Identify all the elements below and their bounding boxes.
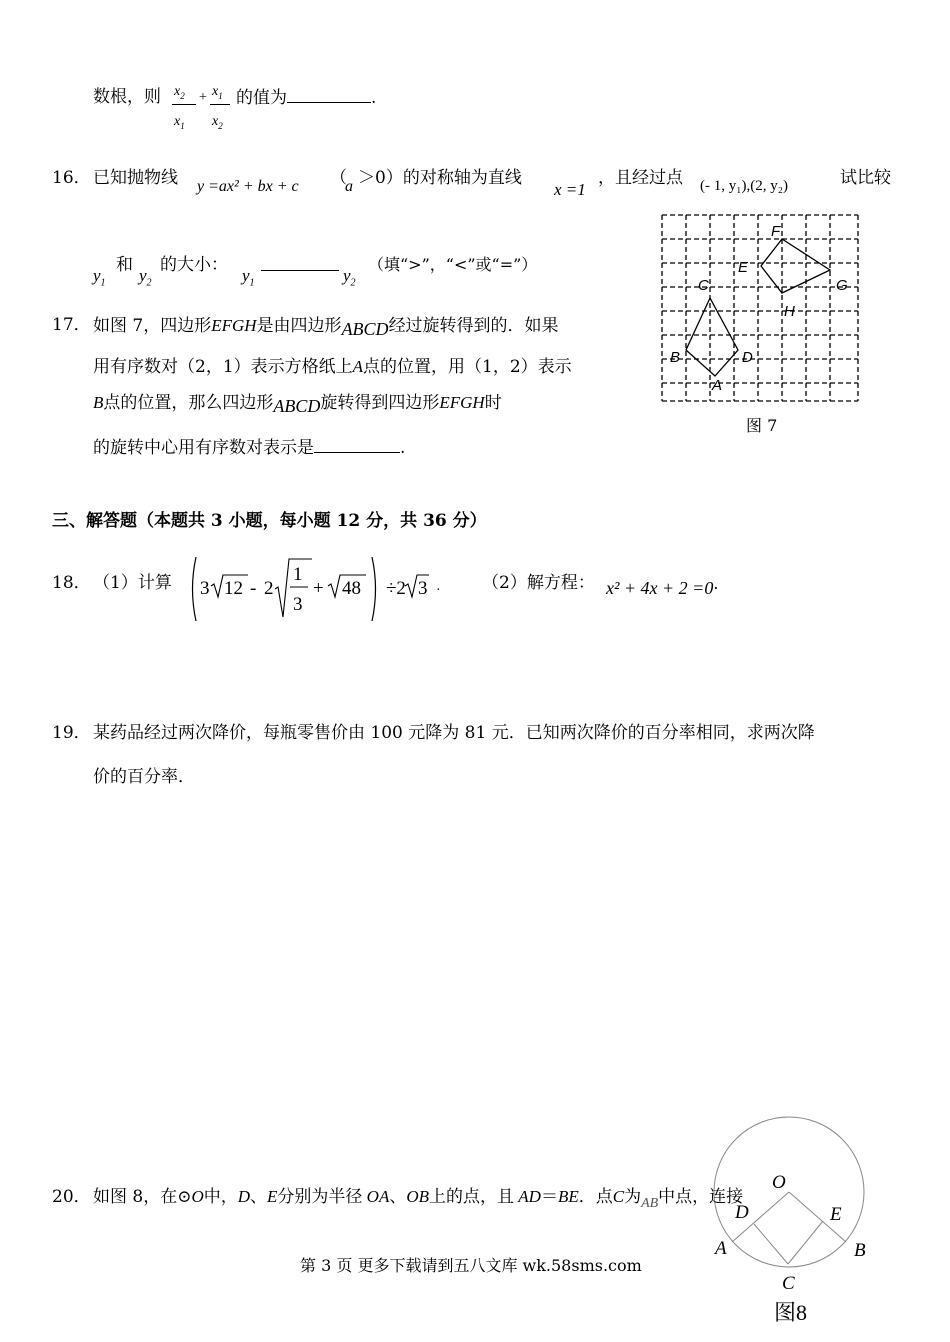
plus: + bbox=[199, 90, 207, 105]
q16-hint: （填“>”，“<”或“=”） bbox=[368, 255, 538, 274]
label-A: A bbox=[712, 377, 723, 394]
grid-lines bbox=[662, 215, 858, 401]
svg-text:3: 3 bbox=[293, 594, 303, 615]
q17-line2: 用有序数对（2，1）表示方格纸上A点的位置，用（1，2）表示 bbox=[93, 357, 572, 377]
label-E: E bbox=[830, 1204, 842, 1225]
figure-8-caption: 图8 bbox=[774, 1300, 808, 1325]
answer-blank-15[interactable] bbox=[287, 86, 371, 103]
label-A: A bbox=[715, 1238, 727, 1259]
label-B: B bbox=[854, 1240, 866, 1261]
q16-paren: （ bbox=[330, 168, 347, 188]
q18-part1: （1）计算 bbox=[93, 573, 172, 593]
q19-number: 19． bbox=[52, 723, 91, 743]
label-E: E bbox=[738, 259, 749, 276]
svg-text:1: 1 bbox=[293, 564, 303, 585]
q16-text3: 试比较 bbox=[840, 168, 891, 188]
frac1-bar bbox=[172, 104, 196, 105]
q15-tail: 的值为 . bbox=[236, 88, 377, 108]
q16-cond: ＞0）的对称轴为直线 bbox=[358, 168, 522, 188]
q16-and: 和 bbox=[116, 255, 133, 275]
svg-text:+: + bbox=[313, 578, 324, 599]
label-O: O bbox=[772, 1172, 786, 1193]
q19-line2: 价的百分率． bbox=[93, 767, 195, 787]
frac1-num: $x_2$ bbox=[174, 84, 185, 101]
page-footer: 第 3 页 更多下载请到五八文库 wk.58sms.com bbox=[300, 1256, 642, 1275]
q16-axis: x =1 bbox=[554, 180, 586, 199]
svg-text:·: · bbox=[436, 583, 441, 598]
frac1-den: $x_1$ bbox=[174, 114, 185, 131]
label-D: D bbox=[735, 1202, 749, 1223]
frac2-bar bbox=[210, 104, 230, 105]
label-B: B bbox=[670, 349, 681, 366]
q15-line: 数根，则 bbox=[93, 87, 161, 107]
q18-expression bbox=[186, 553, 446, 625]
svg-text:12: 12 bbox=[224, 578, 243, 599]
q17-line1: 如图 7，四边形EFGH是由四边形ABCD经过旋转得到的．如果 bbox=[93, 316, 559, 339]
q16-y1b: $y_1$ bbox=[242, 266, 255, 289]
svg-text:3: 3 bbox=[418, 578, 428, 599]
label-D: D bbox=[742, 349, 753, 366]
svg-text:48: 48 bbox=[342, 578, 361, 599]
q20-number: 20． bbox=[52, 1187, 91, 1207]
section-3-heading: 三、解答题（本题共 3 小题，每小题 12 分，共 36 分） bbox=[52, 511, 487, 531]
q16-size: 的大小： bbox=[160, 255, 228, 275]
q16-y2b: $y_2$ bbox=[343, 266, 356, 289]
svg-text:÷2: ÷2 bbox=[386, 578, 406, 599]
q17-line4: 的旋转中心用有序数对表示是 . bbox=[93, 438, 406, 458]
quad-efgh bbox=[761, 239, 830, 293]
q17-number: 17． bbox=[52, 315, 91, 335]
figure-7-grid bbox=[658, 210, 864, 406]
label-C: C bbox=[698, 277, 709, 294]
label-C: C bbox=[782, 1273, 795, 1294]
figure-8-lines bbox=[732, 1192, 846, 1264]
figure-7-caption: 图 7 bbox=[746, 416, 778, 435]
q16-parabola: y =ax² + bx + c bbox=[197, 178, 299, 195]
q20-line: 如图 8，在⊙O中，D、E分别为半径 OA、OB上的点，且 AD＝BE．点C为$_{AB}$中点，连接 bbox=[93, 1187, 744, 1211]
label-G: G bbox=[836, 277, 848, 294]
q18-part2: （2）解方程： bbox=[482, 573, 595, 593]
frac2-num: $x_1$ bbox=[212, 84, 223, 101]
q19-line1: 某药品经过两次降价，每瓶零售价由 100 元降为 81 元．已知两次降价的百分率相同，求两次降 bbox=[93, 723, 815, 743]
frac2-den: $x_2$ bbox=[212, 114, 223, 131]
quad-abcd bbox=[686, 298, 738, 376]
q17-line3: B点的位置，那么四边形ABCD旋转得到四边形EFGH时 bbox=[93, 393, 502, 416]
answer-blank-16[interactable] bbox=[261, 270, 339, 271]
label-F: F bbox=[771, 223, 781, 240]
q18-equation: x² + 4x + 2 =0· bbox=[606, 578, 718, 598]
svg-text:2: 2 bbox=[264, 578, 274, 599]
q16-y1: $y_1$ bbox=[93, 266, 106, 289]
q16-text2: ，且经过点 bbox=[598, 168, 683, 188]
answer-blank-17[interactable] bbox=[314, 436, 400, 453]
q18-number: 18． bbox=[52, 573, 91, 593]
svg-text:3: 3 bbox=[200, 578, 210, 599]
q16-text1: 已知抛物线 bbox=[93, 168, 178, 188]
svg-text:-: - bbox=[250, 578, 257, 599]
q16-points: (- 1, y₁),(2, y₂) bbox=[700, 178, 788, 194]
figure-8 bbox=[700, 1104, 880, 1334]
q16-a: a bbox=[345, 178, 353, 195]
q16-number: 16． bbox=[52, 168, 91, 188]
label-H: H bbox=[784, 303, 795, 320]
q16-y2: $y_2$ bbox=[139, 266, 152, 289]
